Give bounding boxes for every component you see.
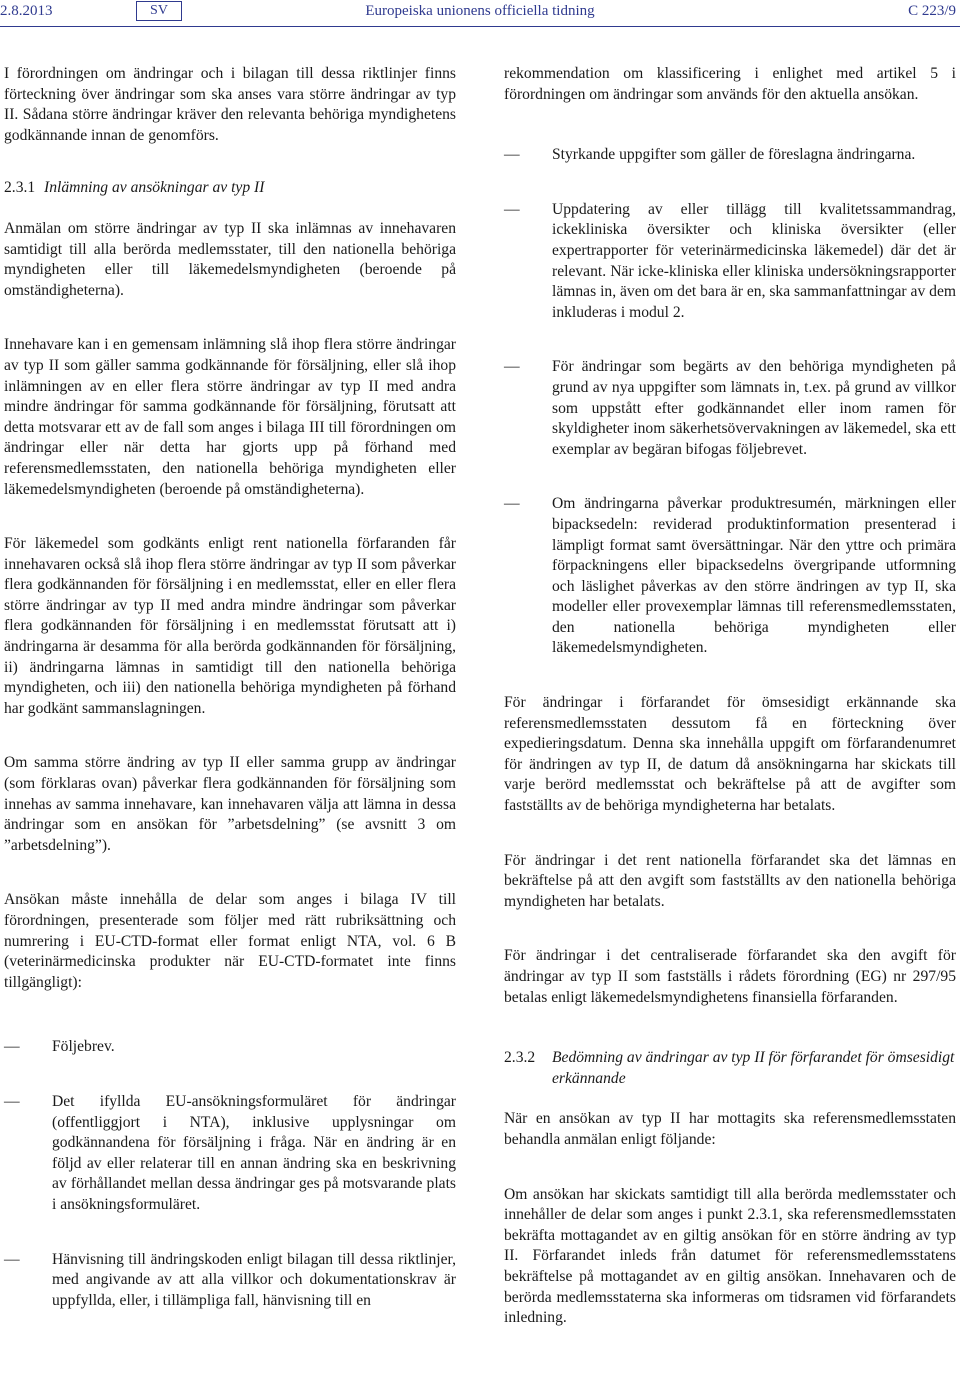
list-item-text: Om ändringarna påverkar produktresumén, märkningen eller bipacksedeln: reviderad produktinformation presenterad i lämpligt format samt översättningar. När den yttre och primära förpackningens eller bipacksedelns övergripande utformning och läslighet påverkas av den större ändringen av typ II, ska modeller eller provexemplar lämnas till referensmedlemsstaten, den nationella behöriga myndigheten eller läkemedelsmyndigheten.	[552, 495, 956, 657]
list-item-text: För ändringar som begärts av den behöriga myndigheten på grund av nya uppgifter som lämnats in, t.ex. på grund av villkor som uppstått efter godkännandet eller inom ramen för skyldigheter inom säkerhetsövervakningen av läkemedel, ska ett exemplar av begäran bifogas följebrevet.	[552, 358, 956, 458]
list-item-text: Hänvisning till ändringskoden enligt bilagan till dessa riktlinjer, med angivande av att alla villkor och dokumentationskrav är uppfyllda, eller, i tillämpliga fall, hänvisning till en	[52, 1250, 456, 1309]
dash-marker: —	[504, 200, 520, 218]
list-item-text: Följebrev.	[52, 1038, 115, 1056]
list-item-text: Styrkande uppgifter som gäller de föreslagna ändringarna.	[552, 146, 916, 164]
section-number: 2.3.1	[4, 179, 36, 197]
list-item-text: Uppdatering av eller tillägg till kvalitetssammandrag, ickekliniska översikter och kliniska översikter (eller expertrapporter för veterinärmedicinska läkemedel) där det är relevant. När icke-kliniska eller kliniska undersökningsrapporter lämnas in, även om det bara är en, ska sammanfattningar av dem inkluderas i modul 2.	[552, 200, 956, 321]
journal-title: Europeiska unionens officiella tidning	[365, 3, 595, 19]
page-header	[0, 0, 960, 26]
page-number: C 223/9	[908, 3, 956, 19]
section-heading-2-3-2	[504, 1048, 956, 1089]
paragraph: Innehavare kan i en gemensam inlämning slå ihop flera större ändringar av typ II som gäller samma godkännande för försäljning, eller slå ihop inlämningen av en eller flera större ändringar av typ II med andra mindre ändringar för samma godkännande för försäljning, förutsatt att detta motsvarar ett av de fall som anges i bilaga III till förordningen om ändringar eller när detta har gjorts upp på förhand med referensmedlemsstaten, den nationella behöriga myndigheten eller läkemedelsmyndigheten (beroende på omständigheterna).	[4, 336, 456, 498]
paragraph: För ändringar i det rent nationella förfarandet ska det lämnas en bekräftelse på att den avgift som fastställts av den nationella behöriga myndigheten har betalats.	[504, 851, 956, 910]
dash-marker: —	[4, 1038, 20, 1056]
list-item	[4, 1037, 456, 1058]
section-heading-2-3-1	[4, 178, 456, 199]
language-code: SV	[136, 1, 182, 21]
list-item	[504, 357, 956, 460]
publication-date: 2.8.2013	[0, 3, 53, 19]
paragraph: För ändringar i det centraliserade förfarandet ska den avgift för ändringar av typ II som fastställs i rådets förordning (EG) nr 297/95 betalas enligt läkemedelsmyndighetens finansiella förfaranden.	[504, 947, 956, 1006]
dash-marker: —	[504, 146, 520, 164]
list-item	[504, 494, 956, 659]
paragraph: För ändringar i förfarandet för ömsesidigt erkännande ska referensmedlemsstaten dessutom få en förteckning över expedieringsdatum. Denna ska innehålla uppgift om förfarandenumret för ändringen av typ II, de datum då ansökningarna har skickats till varje berörd medlemsstat och bekräftelse på att de avgifter som fastställts av de behöriga myndigheterna har betalats.	[504, 694, 956, 815]
section-number: 2.3.2	[504, 1049, 536, 1067]
dash-marker: —	[4, 1250, 20, 1268]
dash-marker: —	[504, 495, 520, 513]
paragraph: Ansökan måste innehålla de delar som anges i bilaga IV till förordningen, presenterade som följer med rätt rubriksättning och numrering i EU-CTD-format eller format enligt NTA, vol. 6 B (veterinärmedicinska produkter när EU-CTD-formatet inte finns tillgängligt):	[4, 891, 456, 991]
right-column	[504, 64, 956, 1363]
paragraph: För läkemedel som godkänts enligt rent nationella förfaranden får innehavaren också slå ihop flera större ändringar av typ II som påverkar flera godkännanden för försäljning i en medlemsstat, eller en eller flera större ändringar av typ II med andra mindre ändringar som påverkar flera godkännanden för försäljning i en medlemsstat förutsatt att i) ändringarna är desamma för alla berörda godkännanden för försäljning, ii) ändringarna lämnas in samtidigt till den nationella behöriga myndigheten, och iii) den nationella behöriga myndigheten på förhand har godkänt sammanslagningen.	[4, 535, 456, 717]
left-column	[4, 64, 456, 1345]
paragraph: rekommendation om klassificering i enlighet med artikel 5 i förordningen om ändringar som används för den aktuella ansökan.	[504, 65, 956, 103]
paragraph: Anmälan om större ändringar av typ II ska inlämnas av innehavaren samtidigt till alla berörda medlemsstater, till den nationella behöriga myndigheten eller till läkemedelsmyndigheten (beroende på omständigheterna).	[4, 219, 456, 299]
section-title: Bedömning av ändringar av typ II för förfarandet för ömsesidigt erkännande	[552, 1049, 955, 1087]
header-rule	[0, 26, 960, 27]
list-item-text: Det ifyllda EU-ansökningsformuläret för ändringar (offentliggjort i NTA), inklusive upplysningar om godkännandena för försäljning i fråga. När en ändring är en följd av eller relaterar till en annan ändring ska en beskrivning av förhållandet mellan dessa ändringar ges på motsvarande plats i ansökningsformuläret.	[52, 1092, 456, 1213]
dash-marker: —	[4, 1092, 20, 1110]
list-item	[504, 145, 956, 166]
list-item	[504, 200, 956, 324]
paragraph: Om ansökan har skickats samtidigt till alla berörda medlemsstater och innehåller de delar som anges i punkt 2.3.1, ska referensmedlemsstaten bekräfta mottagandet av en giltig ansökan för en större ändring av typ II. Förfarandet inleds från datumet för referensmedlemsstatens bekräftelse på mottagandet av en giltig ansökan. Innehavaren och de berörda medlemsstaterna ska informeras om tidsramen vid förfarandets inledning.	[504, 1185, 956, 1327]
paragraph: När en ansökan av typ II har mottagits ska referensmedlemsstaten behandla anmälan enligt följande:	[504, 1110, 956, 1148]
dash-marker: —	[504, 358, 520, 376]
paragraph: I förordningen om ändringar och i bilagan till dessa riktlinjer finns förteckning över ändringar som ska anses vara större ändringar av typ II. Sådana större ändringar kräver den relevanta behöriga myndighetens godkännande innan de genomförs.	[4, 65, 456, 144]
paragraph: Om samma större ändring av typ II eller samma grupp av ändringar (som förklaras ovan) påverkar flera godkännanden för försäljning som innehas av samma innehavare, kan innehavaren välja att lämna in dessa ändringar som en ansökan för ”arbetsdelning” (se avsnitt 3 om ”arbetsdelning”).	[4, 754, 456, 854]
list-item	[4, 1092, 456, 1216]
list-item	[4, 1250, 456, 1312]
section-title: Inlämning av ansökningar av typ II	[44, 179, 265, 197]
